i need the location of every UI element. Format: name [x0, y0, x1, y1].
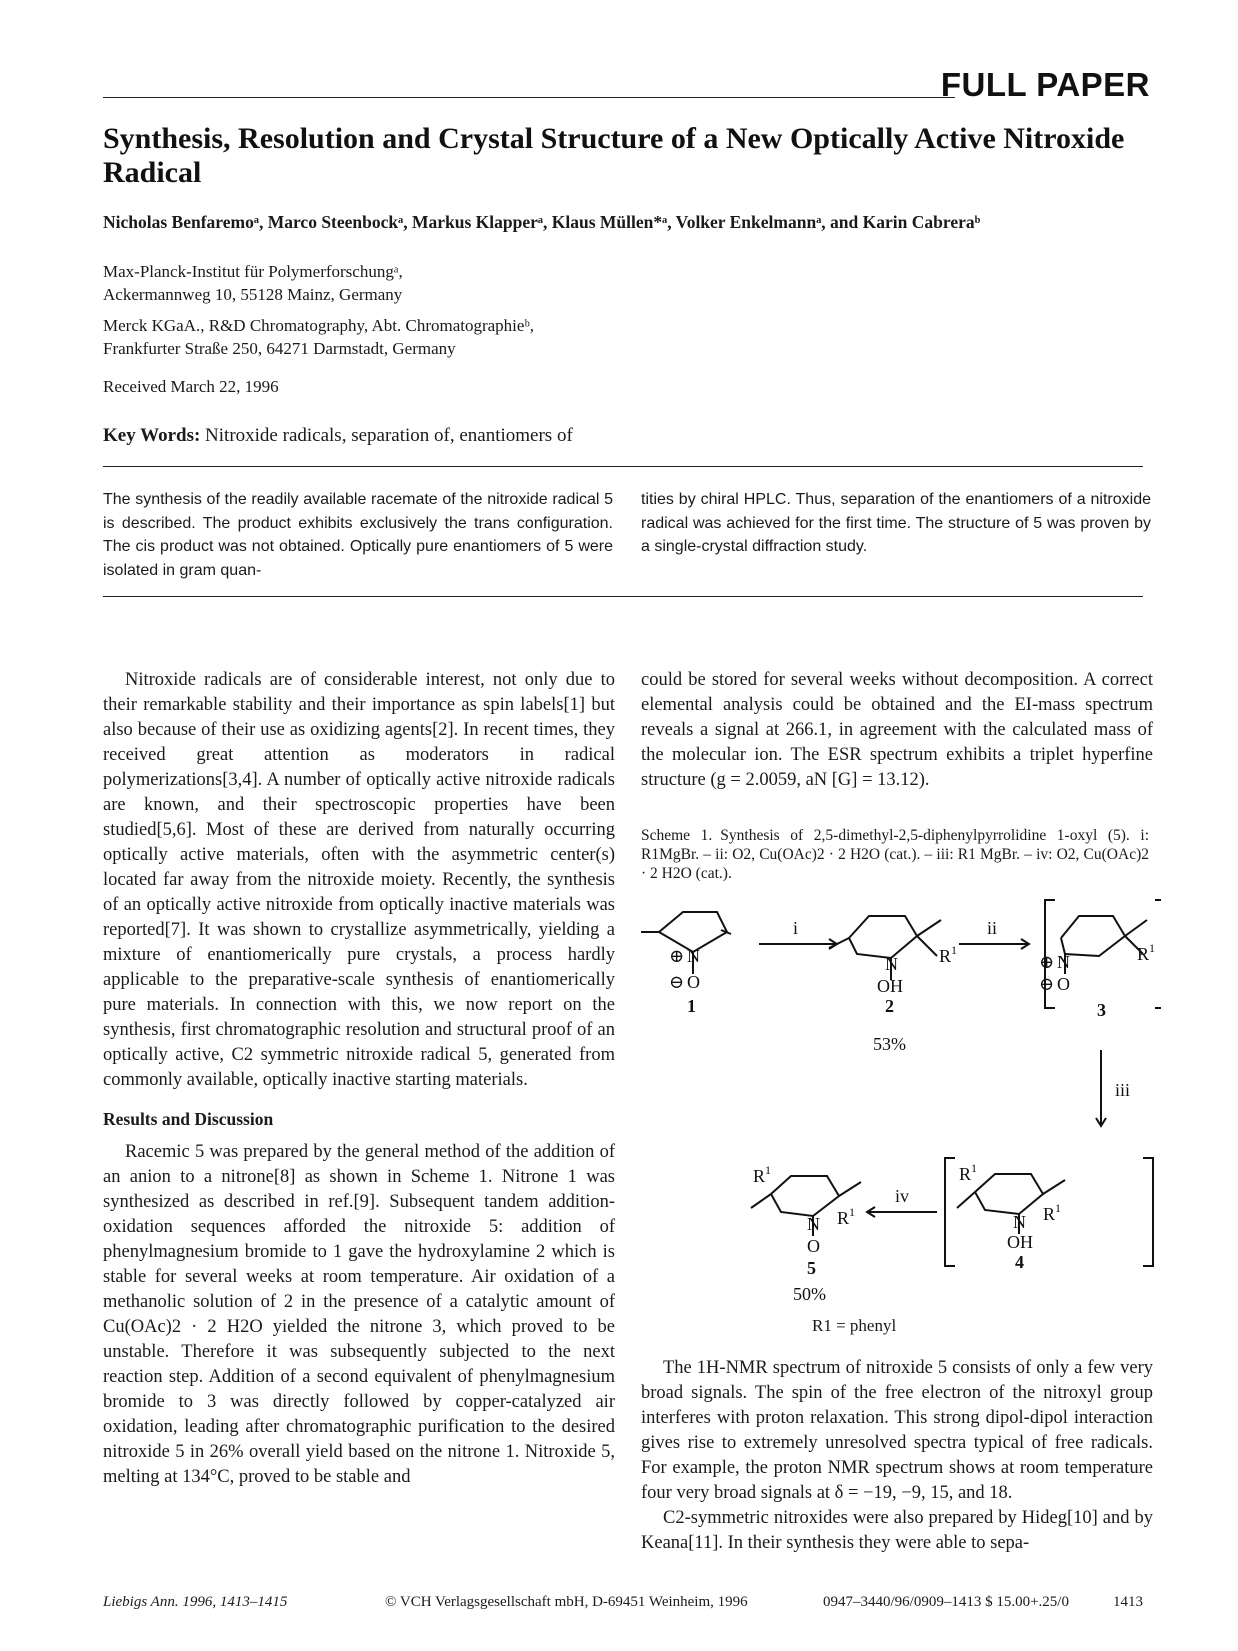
abstract-right — [641, 488, 1151, 559]
footer-publisher: © VCH Verlagsgesellschaft mbH, D-69451 Weinheim, 1996 — [385, 1594, 748, 1610]
body-right-column-top — [641, 668, 1153, 793]
header-rule — [103, 97, 955, 98]
r-group-4b-sup: 1 — [1055, 1201, 1061, 1215]
affiliation-a-line2: Ackermannweg 10, 55128 Mainz, Germany — [103, 285, 403, 304]
compound-number-2: 2 — [885, 996, 894, 1016]
r-group-5a: R — [753, 1166, 766, 1186]
footer-journal: Liebigs Ann. 1996, 1413–1415 — [103, 1594, 288, 1610]
charge-minus-1: ⊖ — [669, 972, 685, 992]
scheme-1-diagram — [641, 890, 1161, 1320]
compound-number-3: 3 — [1097, 1000, 1106, 1020]
r-group-5a-sup: 1 — [765, 1163, 771, 1177]
affiliation-a — [103, 260, 403, 306]
footer-code: 0947–3440/96/0909–1413 $ 15.00+.25/0 — [823, 1594, 1069, 1610]
body-paragraph: C2-symmetric nitroxides were also prepared by Hideg[10] and by Keana[11]. In their synthesis they were able to sepa- — [641, 1508, 1153, 1553]
hydroxyl-2: OH — [877, 976, 903, 996]
atom-n-3: N — [1057, 952, 1070, 972]
ring-4 — [975, 1174, 1043, 1214]
yield-5: 50% — [793, 1284, 826, 1304]
r-group-2: R — [939, 946, 952, 966]
atom-n-4: N — [1013, 1212, 1026, 1232]
body-left-column — [103, 668, 615, 1490]
charge-plus-3: ⊕ — [1039, 952, 1055, 972]
affiliation-b-line1: Merck KGaA., R&D Chromatography, Abt. Chromatographieᵇ, — [103, 316, 534, 335]
r-group-5b: R — [837, 1208, 850, 1228]
keywords-label: Key Words: — [103, 425, 201, 446]
affiliation-b-line2: Frankfurter Straße 250, 64271 Darmstadt, Germany — [103, 339, 456, 358]
body-paragraph: Nitroxide radicals are of considerable interest, not only due to their remarkable stability and their importance as spin labels[1] but also because of their use as oxidizing agents[2]. In recent times, they received great attention as moderators in radical polymerizations[3,4]. A number of optically active nitroxide radicals are known, and their spectroscopic properties have been studied[5,6]. Most of these are derived from naturally occurring optically active materials, often with the asymmetric center(s) located far away from the nitroxide moiety. Recently, the synthesis of an optically active nitroxide from optically inactive materials was reported[7]. It was shown to crystallize asymmetrically, yielding a mixture of enantiomerically pure crystals, a process hardly applicable to the preparative-scale synthesis of enantiomerically pure materials. In connection with this, we now report on the synthesis, first chromatographic resolution and structural proof of an optically active, C2 symmetric nitroxide radical 5, generated from commonly available, optically inactive starting materials. — [103, 670, 615, 1090]
r-group-4a: R — [959, 1164, 972, 1184]
hydroxyl-4: OH — [1007, 1232, 1033, 1252]
abstract-bottom-rule — [103, 596, 1143, 597]
step-label-iii: iii — [1115, 1080, 1131, 1100]
step-label-i: i — [793, 918, 799, 938]
received-date: Received March 22, 1996 — [103, 377, 279, 396]
charge-plus-1: ⊕ — [669, 946, 685, 966]
atom-o-5: O — [807, 1236, 820, 1256]
header-label: FULL PAPER — [940, 66, 1150, 103]
keywords-text: Nitroxide radicals, separation of, enantiomers of — [205, 425, 573, 446]
body-paragraph: could be stored for several weeks without decomposition. A correct elemental analysis could be obtained and the EI-mass spectrum reveals a signal at 266.1, in agreement with the calculated mass of the molecular ion. The ESR spectrum exhibits a triplet hyperfine structure (g = 2.0059, aN [G] = 13.12). — [641, 670, 1153, 790]
affiliation-b — [103, 314, 534, 360]
yield-2: 53% — [873, 1034, 906, 1054]
compound-number-4: 4 — [1015, 1252, 1024, 1272]
scheme-legend: R1 = phenyl — [812, 1316, 897, 1335]
body-paragraph: The 1H-NMR spectrum of nitroxide 5 consists of only a few very broad signals. The spin of the free electron of the nitroxyl group interferes with proton relaxation. This strong dipol-dipol interaction gives rise to extremely unresolved spectra typical of free radicals. For example, the proton NMR spectrum shows at room temperature four very broad signals at δ = −19, −9, 15, and 18. — [641, 1358, 1153, 1503]
affiliation-a-line1: Max-Planck-Institut für Polymerforschungᵃ, — [103, 262, 403, 281]
abstract-right-text: tities by chiral HPLC. Thus, separation of the enantiomers of a nitroxide radical was achieved for the first time. The structure of 5 was proven by a single-crystal diffraction study. — [641, 491, 1151, 555]
r-group-3: R — [1137, 944, 1150, 964]
section-heading: Results and Discussion — [103, 1109, 274, 1129]
body-paragraph: Racemic 5 was prepared by the general method of the addition of an anion to a nitrone[8] as shown in Scheme 1. Nitrone 1 was synthesized as described in ref.[9]. Subsequent tandem addition-oxidation sequences afforded the nitroxide 5: addition of phenylmagnesium bromide to 1 gave the hydroxylamine 2 which is stable for several weeks at room temperature. Air oxidation of a methanolic solution of 2 in the presence of a catalytic amount of Cu(OAc)2 · 2 H2O yielded the nitrone 3, which proved to be unstable. Therefore it was subsequently subjected to the next reaction step. Addition of a second equivalent of phenylmagnesium bromide to 3 was directly followed by copper-catalyzed air oxidation, leading after chromatographic purification to the desired nitroxide 5 in 26% overall yield based on the nitrone 1. Nitroxide 5, melting at 134°C, proved to be stable and — [103, 1142, 615, 1487]
r-group-4a-sup: 1 — [971, 1161, 977, 1175]
body-right-column-bottom — [641, 1356, 1153, 1556]
step-label-ii: ii — [987, 918, 998, 938]
ring-2 — [849, 916, 917, 958]
author-list: Nicholas Benfaremoᵃ, Marco Steenbockᵃ, Markus Klapperᵃ, Klaus Müllen*ᵃ, Volker Enkelmannᵃ, and Karin Cabreraᵇ — [103, 212, 981, 232]
keywords — [103, 425, 573, 447]
abstract-left — [103, 488, 613, 582]
r-group-5b-sup: 1 — [849, 1205, 855, 1219]
r-group-2-sup: 1 — [951, 943, 957, 957]
paper-title: Synthesis, Resolution and Crystal Structure of a New Optically Active Nitroxide Radical — [103, 122, 1125, 189]
r-group-4b: R — [1043, 1204, 1056, 1224]
scheme-caption — [641, 826, 1149, 883]
compound-number-1: 1 — [687, 996, 696, 1016]
ring-5 — [771, 1176, 839, 1216]
r-group-3-sup: 1 — [1149, 941, 1155, 955]
compound-number-5: 5 — [807, 1258, 816, 1278]
footer-page-number: 1413 — [1113, 1594, 1143, 1610]
atom-o-3: O — [1057, 974, 1070, 994]
abstract-left-text: The synthesis of the readily available racemate of the nitroxide radical 5 is described. The product exhibits exclusively the trans configuration. The cis product was not obtained. Optically pure enantiomers of 5 were isolated in gram quan- — [103, 491, 613, 579]
scheme-caption-text: Synthesis of 2,5-dimethyl-2,5-diphenylpyrrolidine 1-oxyl (5). i: R1MgBr. – ii: O2, Cu(OAc)2 · 2 H2O (cat.). – iii: R1 MgBr. – iv: O2, Cu(OAc)2 · 2 H2O (cat.). — [641, 827, 1149, 882]
atom-n-1: N — [687, 946, 700, 966]
abstract-top-rule — [103, 466, 1143, 467]
step-label-iv: iv — [895, 1186, 910, 1206]
scheme-caption-label: Scheme 1. — [641, 827, 713, 844]
atom-o-1: O — [687, 972, 700, 992]
ring-3 — [1061, 916, 1125, 956]
atom-n-2: N — [885, 954, 898, 974]
charge-minus-3: ⊖ — [1039, 974, 1055, 994]
atom-n-5: N — [807, 1214, 820, 1234]
